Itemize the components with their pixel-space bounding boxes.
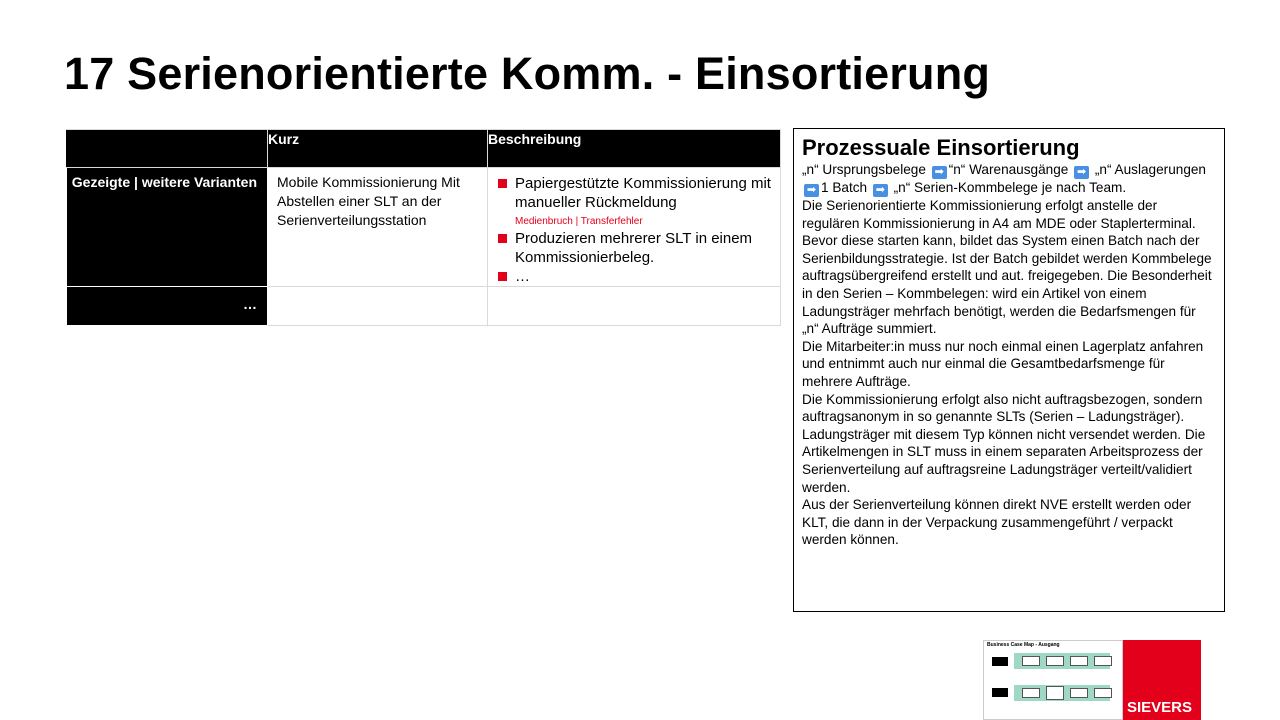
bullet-note: Medienbruch | Transferfehler [515, 216, 643, 227]
map-block [992, 688, 1008, 697]
bullet-square-icon [498, 179, 507, 188]
right-arrow-emoji-icon: ➡ [932, 166, 947, 179]
map-block [1070, 656, 1088, 666]
slide-title: 17 Serienorientierte Komm. - Einsortierung [64, 48, 991, 99]
bullet-square-icon [498, 234, 507, 243]
process-description-box [793, 128, 1225, 612]
map-block [1070, 688, 1088, 698]
map-block [1046, 686, 1064, 700]
row-label: Gezeigte | weitere Varianten [67, 168, 268, 287]
business-case-map-thumbnail [983, 640, 1201, 720]
bullet-item: Produzieren mehrerer SLT in einem Kommissionierbeleg. [498, 229, 774, 267]
header-kurz: Kurz [268, 130, 488, 168]
sievers-logo: SIEVERS [1123, 640, 1201, 720]
map-block [1094, 688, 1112, 698]
right-arrow-emoji-icon: ➡ [873, 184, 888, 197]
bullet-item: Papiergestützte Kommissionierung mit manueller Rückmeldung [498, 174, 774, 212]
box-body: Die Serienorientierte Kommissionierung erfolgt anstelle der regulären Kommissionierung in A4 am MDE oder Staplerterminal. Bevor diese starten kann, bildet das System einen Batch nach der Serienbildungsstrategie. Ist der Batch gebildet werden Kommbelege auftragsübergreifend erstellt und aut. freigegeben. Die Besonderheit in den Serien – Kommbelegen: wird ein Artikel von einem Ladungsträger mehrfach benötigt, werden die Bedarfsmengen für „n“ Aufträge summiert. Die Mitarbeiter:in muss nur noch einmal einen Lagerplatz anfahren und entnimmt auch nur einmal die Gesamtbedarfsmenge für mehrere Aufträge. Die Kommissionierung erfolgt also nicht auftragsbezogen, sondern auftragsanonym in so genannte SLTs (Serien – Ladungsträger). Ladungsträger mit diesem Typ können nicht versendet werden. Die Artikelmengen in SLT muss in einem separaten Arbeitsprozess der Serienverteilung auf auftragsreine Ladungsträger verteilt/validiert werden. Aus der Serienverteilung können direkt NVE erstellt werden oder KLT, die dann in der Verpackung zusammengeführt / verpackt werden können. [802, 198, 1212, 548]
kurz-cell: Mobile Kommissionierung Mit Abstellen einer SLT an der Serienverteilungsstation [268, 168, 488, 287]
map-block [1094, 656, 1112, 666]
bullet-item: … [498, 267, 774, 286]
map-block [992, 657, 1008, 666]
map-block [1022, 656, 1040, 666]
comparison-table [66, 129, 781, 326]
table-row [67, 287, 781, 326]
table-header-row [67, 130, 781, 168]
process-map-image [983, 640, 1123, 720]
box-intro: „n“ Ursprungsbelege ➡ “n“ Warenausgänge ➡ „n“ Auslagerungen ➡ 1 Batch ➡ „n“ Serien-Kommbelege je nach Team. [802, 162, 1210, 196]
map-title: Business Case Map - Ausgang [987, 642, 1060, 648]
map-block [1046, 656, 1064, 666]
header-beschreibung: Beschreibung [488, 130, 781, 168]
bullet-square-icon [498, 272, 507, 281]
right-arrow-emoji-icon: ➡ [804, 184, 819, 197]
map-block [1022, 688, 1040, 698]
row-label: … [67, 287, 268, 326]
kurz-cell [268, 287, 488, 326]
beschreibung-cell [488, 287, 781, 326]
header-empty-cell [67, 130, 268, 168]
beschreibung-cell [488, 168, 781, 287]
table-row [67, 168, 781, 287]
right-arrow-emoji-icon: ➡ [1074, 166, 1089, 179]
box-title: Prozessuale Einsortierung [802, 135, 1080, 160]
